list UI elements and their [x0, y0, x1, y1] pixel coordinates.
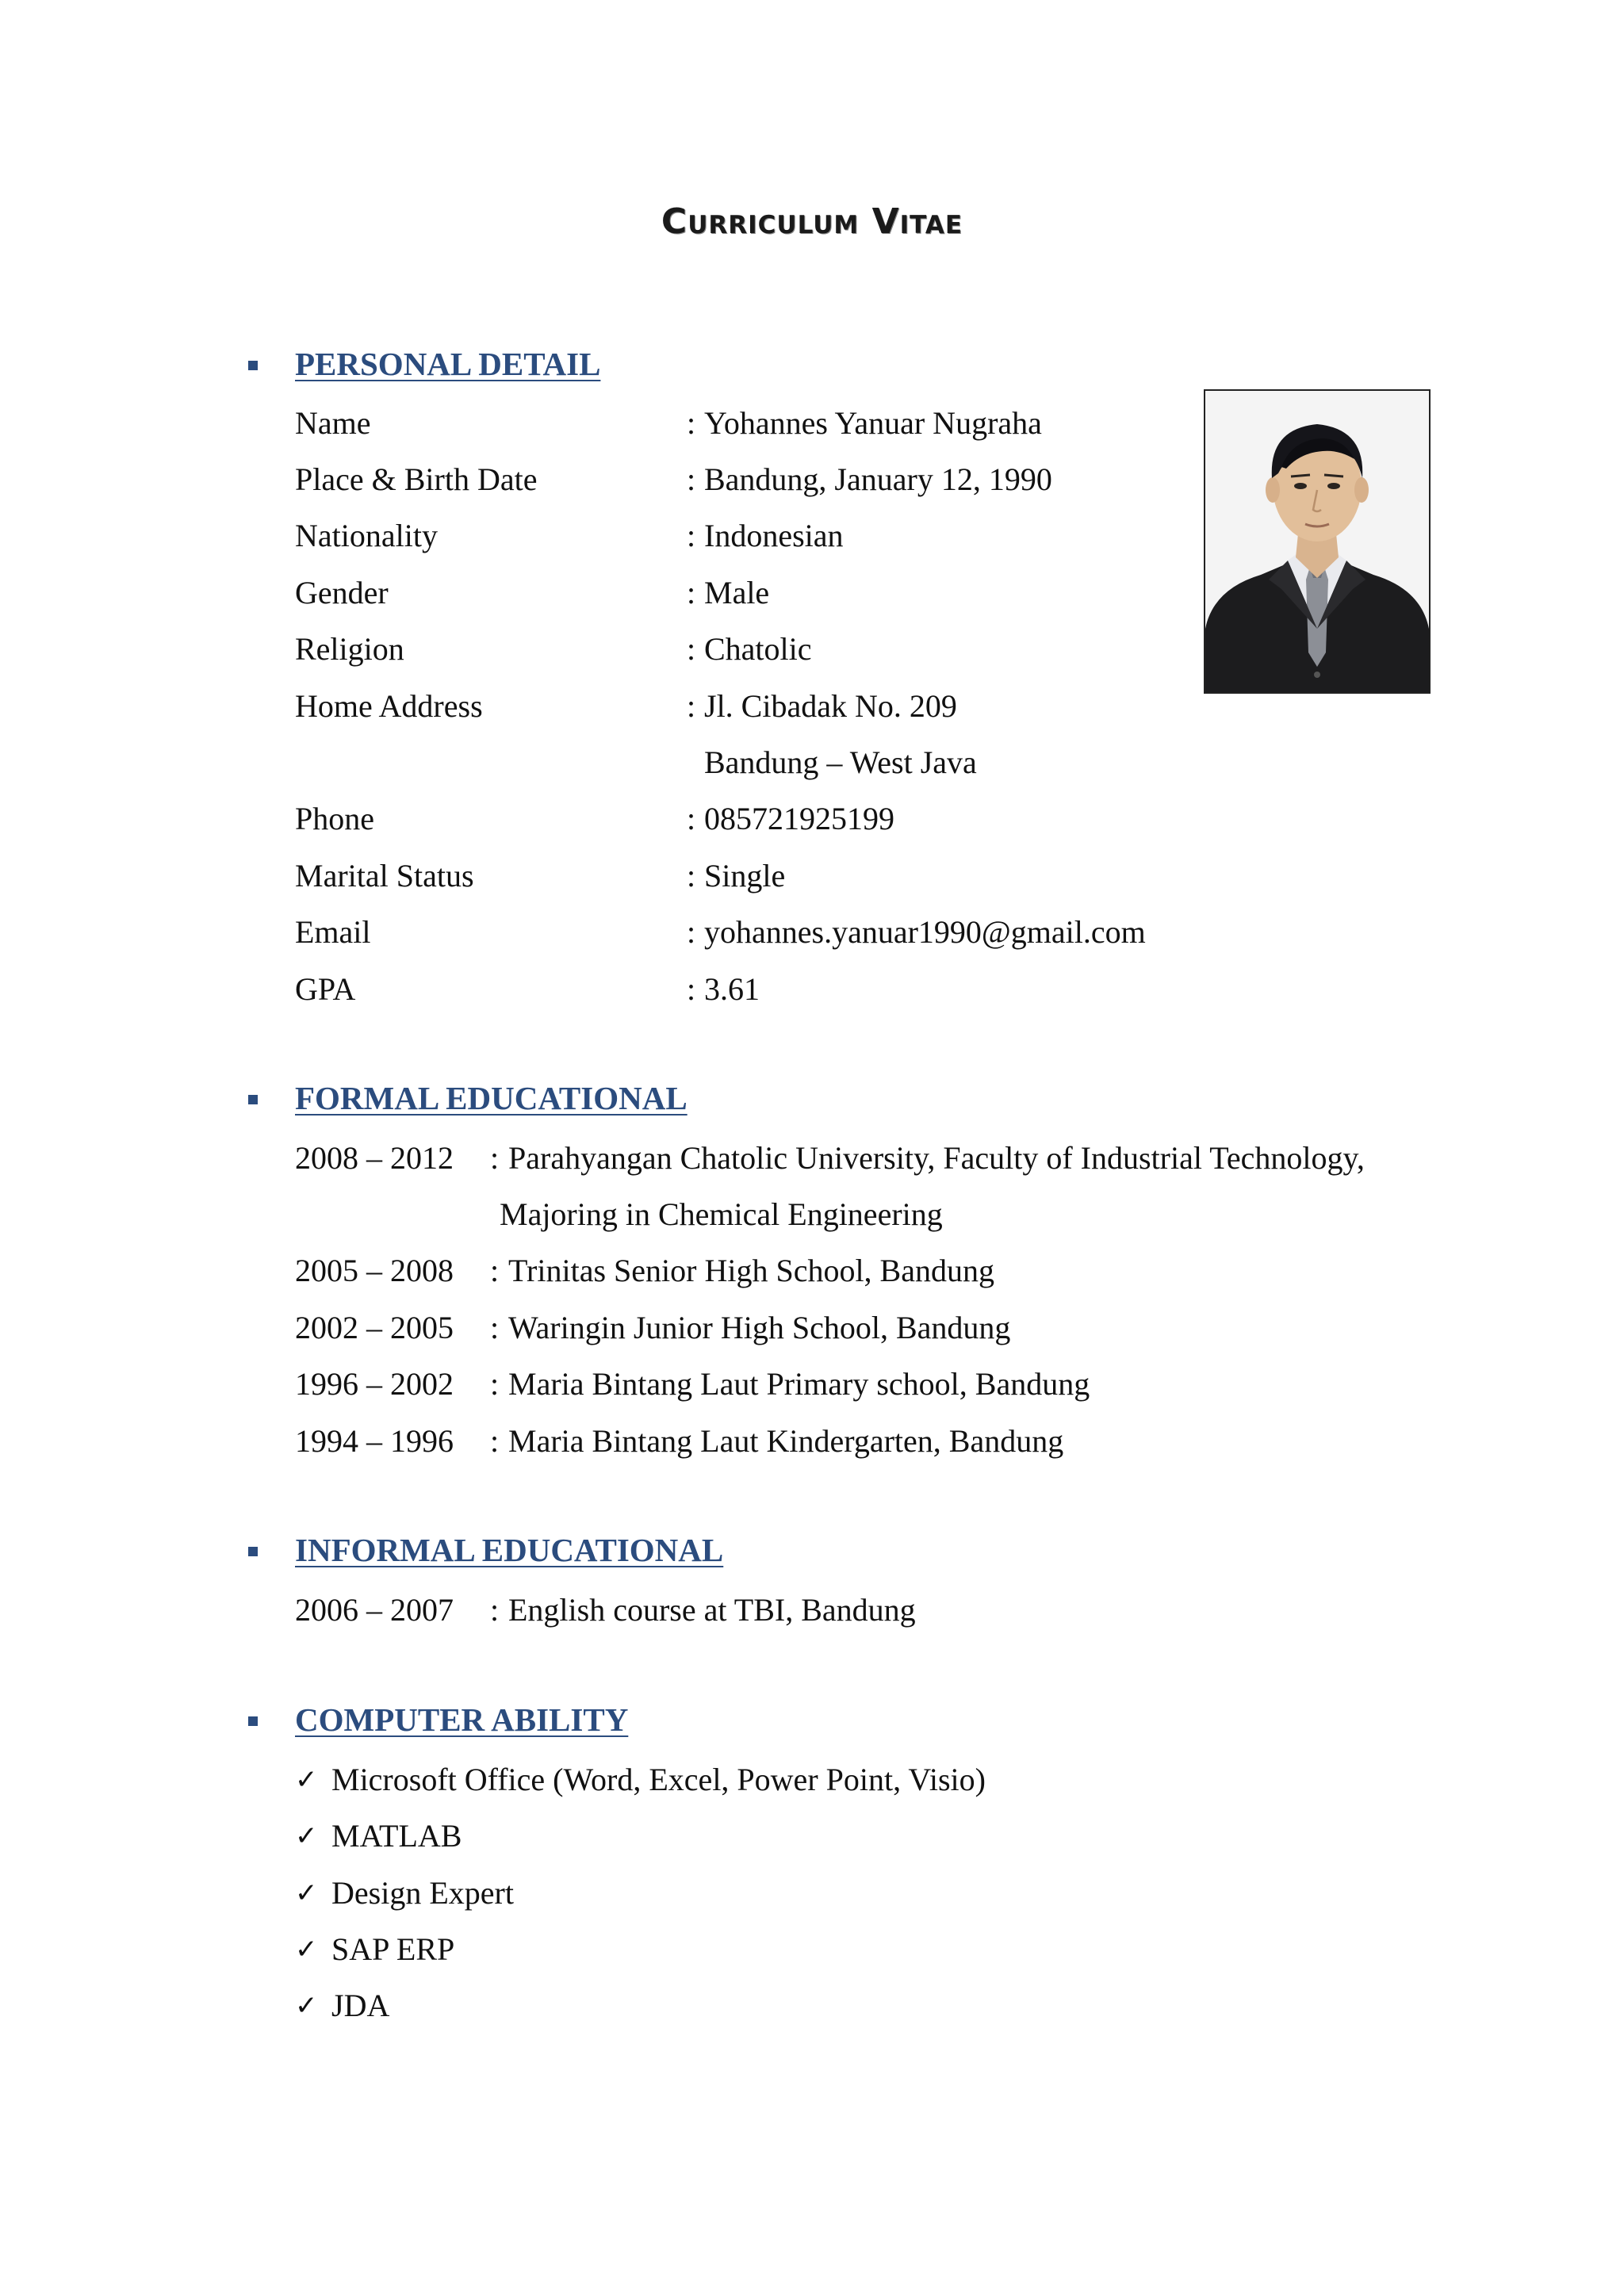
education-years: 2006 – 2007 [295, 1592, 454, 1628]
education-text: Parahyangan Chatolic University, Faculty of Industrial Technology, [508, 1140, 1365, 1176]
profile-photo-image [1205, 391, 1429, 692]
detail-value: Single [704, 858, 786, 894]
detail-colon: : [687, 518, 696, 553]
detail-colon: : [687, 461, 696, 497]
check-icon: ✓ [295, 1934, 318, 1965]
square-bullet-icon [248, 361, 258, 370]
detail-colon: : [687, 914, 696, 950]
skill-text: Microsoft Office (Word, Excel, Power Point, Visio) [331, 1762, 986, 1797]
skill-item [0, 1812, 1624, 1860]
detail-label: Nationality [295, 518, 438, 553]
education-text: Maria Bintang Laut Primary school, Bandung [508, 1366, 1090, 1402]
detail-value: yohannes.yanuar1990@gmail.com [704, 914, 1146, 950]
education-years: 2002 – 2005 [295, 1310, 454, 1345]
detail-row-phone [0, 795, 1624, 843]
section-heading: FORMAL EDUCATIONAL [295, 1080, 688, 1116]
detail-value: Chatolic [704, 631, 812, 667]
detail-colon: : [687, 688, 696, 724]
square-bullet-icon [248, 1716, 258, 1726]
education-row [0, 1586, 1624, 1634]
education-text: English course at TBI, Bandung [508, 1592, 916, 1628]
check-icon: ✓ [295, 1764, 318, 1796]
detail-row-gpa [0, 966, 1624, 1013]
check-icon: ✓ [295, 1990, 318, 2022]
education-row [0, 1247, 1624, 1295]
skill-text: SAP ERP [331, 1931, 455, 1967]
detail-label: Email [295, 914, 371, 950]
skill-item [0, 1869, 1624, 1917]
check-icon: ✓ [295, 1820, 318, 1852]
detail-value: Male [704, 575, 770, 610]
education-colon: : [490, 1310, 500, 1345]
detail-colon: : [687, 575, 696, 610]
square-bullet-icon [248, 1095, 258, 1104]
detail-row-email [0, 909, 1624, 956]
skill-item [0, 1756, 1624, 1804]
detail-colon: : [687, 631, 696, 667]
detail-value: Bandung, January 12, 1990 [704, 461, 1052, 497]
detail-label: Religion [295, 631, 404, 667]
detail-label: Place & Birth Date [295, 461, 538, 497]
detail-value: Indonesian [704, 518, 844, 553]
education-colon: : [490, 1366, 500, 1402]
skill-text: MATLAB [331, 1818, 462, 1854]
check-icon: ✓ [295, 1877, 318, 1909]
detail-value: 085721925199 [704, 801, 894, 836]
document-title: Curriculum Vitae [661, 201, 963, 242]
detail-row-address-line2 [0, 739, 1624, 786]
detail-colon: : [687, 971, 696, 1007]
education-row-continued [0, 1191, 1624, 1238]
education-text: Maria Bintang Laut Kindergarten, Bandung [508, 1423, 1064, 1459]
skill-item [0, 1982, 1624, 2030]
square-bullet-icon [248, 1547, 258, 1556]
detail-value: 3.61 [704, 971, 760, 1007]
detail-label: GPA [295, 971, 356, 1007]
education-colon: : [490, 1253, 500, 1288]
detail-colon: : [687, 405, 696, 441]
detail-label: Name [295, 405, 371, 441]
education-years: 2005 – 2008 [295, 1253, 454, 1288]
detail-label: Marital Status [295, 858, 474, 894]
skill-text: JDA [331, 1988, 390, 2023]
education-colon: : [490, 1592, 500, 1628]
education-row [0, 1360, 1624, 1408]
section-heading: COMPUTER ABILITY [295, 1701, 629, 1738]
detail-label: Gender [295, 575, 389, 610]
section-heading: INFORMAL EDUCATIONAL [295, 1532, 724, 1568]
detail-colon: : [687, 858, 696, 894]
education-text: Trinitas Senior High School, Bandung [508, 1253, 994, 1288]
section-heading: PERSONAL DETAIL [295, 346, 601, 382]
education-years: 1994 – 1996 [295, 1423, 454, 1459]
education-row [0, 1304, 1624, 1352]
detail-row-marital [0, 852, 1624, 900]
detail-value: Bandung – West Java [704, 744, 977, 780]
detail-colon: : [687, 801, 696, 836]
education-text: Majoring in Chemical Engineering [500, 1196, 943, 1232]
education-colon: : [490, 1423, 500, 1459]
detail-value: Yohannes Yanuar Nugraha [704, 405, 1042, 441]
education-row [0, 1135, 1624, 1182]
profile-photo [1204, 389, 1431, 694]
education-years: 1996 – 2002 [295, 1366, 454, 1402]
detail-value: Jl. Cibadak No. 209 [704, 688, 957, 724]
education-row [0, 1418, 1624, 1465]
education-colon: : [490, 1140, 500, 1176]
skill-text: Design Expert [331, 1875, 514, 1911]
education-years: 2008 – 2012 [295, 1140, 454, 1176]
education-text: Waringin Junior High School, Bandung [508, 1310, 1011, 1345]
skill-item [0, 1926, 1624, 1973]
detail-label: Home Address [295, 688, 483, 724]
detail-label: Phone [295, 801, 374, 836]
